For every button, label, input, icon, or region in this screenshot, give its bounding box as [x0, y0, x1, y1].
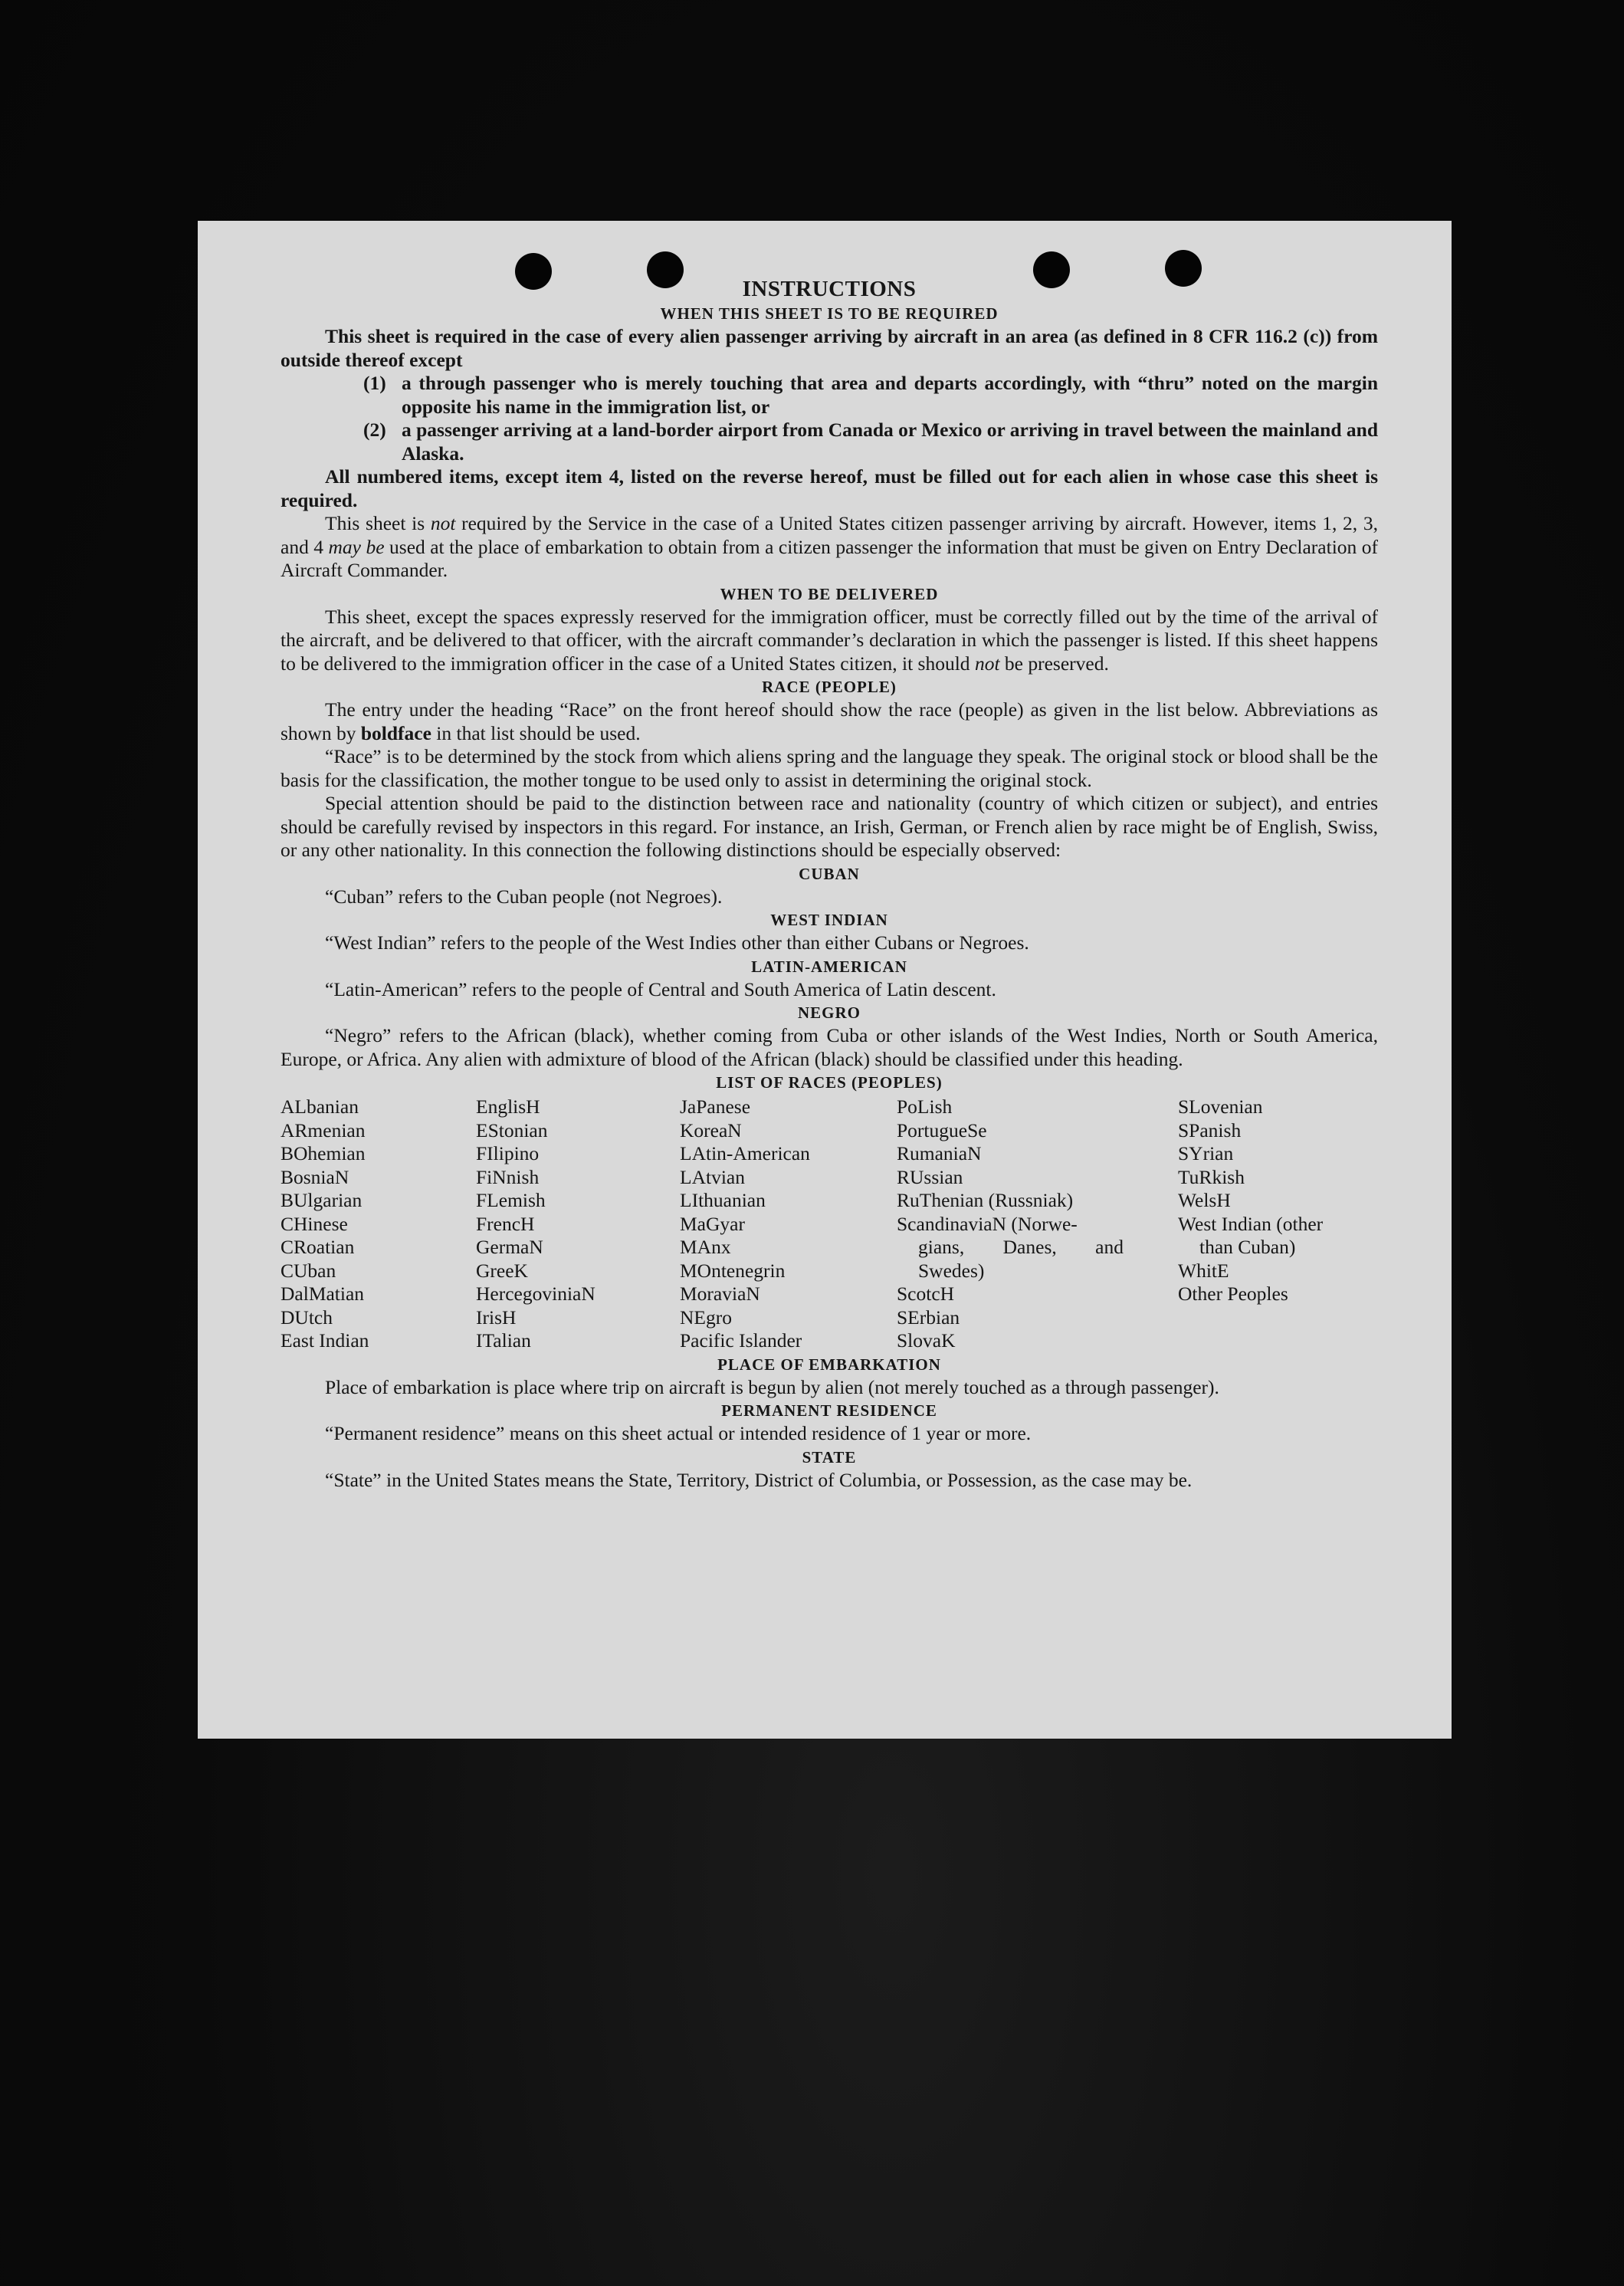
race-item: CUban — [281, 1259, 336, 1282]
text-run: in that list should be used. — [431, 721, 641, 744]
race-item: SlovaK — [897, 1329, 956, 1352]
race-item: FiNnish — [476, 1165, 540, 1188]
race-item: EnglisH — [476, 1095, 540, 1118]
race-item: WhitE — [1178, 1259, 1229, 1282]
item-number: (1) — [363, 372, 386, 394]
race-item: BUlgarian — [281, 1189, 363, 1211]
exception-item — [363, 419, 1378, 465]
cuban-paragraph: “Cuban” refers to the Cuban people (not Negroes). — [325, 885, 723, 908]
intro-paragraph: This sheet is required in the case of every alien passenger arriving by aircraft in an area (as defined in 8 CFR 116.2 (c)) from outside thereof except — [281, 325, 1378, 371]
race-item: DUtch — [281, 1306, 333, 1329]
text-run: be preserved. — [999, 652, 1109, 675]
page-title: INSTRUCTIONS — [742, 277, 917, 301]
embarkation-paragraph: Place of embarkation is place where trip on aircraft is begun by alien (not merely touched as a through passenger). — [325, 1375, 1219, 1398]
bold-text: boldface — [360, 721, 431, 744]
race-paragraph-3: Special attention should be paid to the distinction between race and nationality (country of which citizen or subject), and entries should be carefully revised by inspectors in this regard. For instance, an Irish, German, or French alien by race might be of English, Swiss, or any other nationality. In this connection the following distinctions should be especially observed: — [281, 792, 1378, 861]
race-item: MAnx — [680, 1236, 731, 1258]
race-column — [476, 1095, 680, 1353]
race-item: FLemish — [476, 1189, 546, 1211]
emphasis-text: may be — [328, 535, 385, 558]
race-item: KoreaN — [680, 1118, 742, 1141]
race-item: PortugueSe — [897, 1118, 987, 1141]
race-paragraph-2: “Race” is to be determined by the stock from which aliens spring and the language they speak. The original stock or blood shall be the basis for the classification, the mother tongue to be used only to assist in determining the original stock. — [281, 745, 1378, 791]
heading-place-of-embarkation: PLACE OF EMBARKATION — [717, 1355, 941, 1374]
race-item-continued: Swedes) — [918, 1259, 985, 1282]
race-item: Pacific Islander — [680, 1329, 802, 1352]
race-item: SYrian — [1178, 1142, 1234, 1164]
heading-cuban: CUBAN — [799, 864, 860, 883]
numbered-items-paragraph: All numbered items, except item 4, listed on the reverse hereof, must be filled out for each alien in whose case this sheet is required. — [281, 465, 1378, 511]
race-item-continued: than Cuban) — [1199, 1236, 1296, 1258]
emphasis-text: not — [974, 652, 1000, 675]
race-item: DalMatian — [281, 1283, 365, 1305]
item-number: (2) — [363, 419, 386, 441]
text-run: required by the Service in the case of a United States citizen passenger arriving by aircraft. However, items 1, 2, 3, and 4 — [281, 512, 1378, 558]
negro-paragraph: “Negro” refers to the African (black), whether coming from Cuba or other islands of the West Indies, North or South America, Europe, or Africa. Any alien with admixture of blood of the African (black) should be classified under this heading. — [281, 1024, 1378, 1070]
race-item: NEgro — [680, 1306, 732, 1329]
race-item: West Indian (other — [1178, 1212, 1324, 1235]
race-paragraph-1 — [281, 698, 1378, 745]
heading-when-delivered: WHEN TO BE DELIVERED — [720, 584, 939, 603]
race-item: CRoatian — [281, 1236, 355, 1258]
race-item: BosniaN — [281, 1165, 349, 1188]
west-indian-paragraph: “West Indian” refers to the people of the West Indies other than either Cubans or Negroes. — [325, 931, 1029, 954]
heading-latin-american: LATIN-AMERICAN — [751, 957, 907, 976]
race-item: FIlipino — [476, 1142, 540, 1164]
race-item: HercegoviniaN — [476, 1283, 595, 1305]
race-column — [1178, 1095, 1378, 1353]
race-item: RumaniaN — [897, 1142, 982, 1164]
race-item: EStonian — [476, 1118, 548, 1141]
race-item: ALbanian — [281, 1095, 359, 1118]
text-run: used at the place of embarkation to obtain from a citizen passenger the information that must be given on Entry Declaration of Aircraft Commander. — [281, 535, 1378, 581]
race-item: SLovenian — [1178, 1095, 1263, 1118]
race-item: ARmenian — [281, 1118, 366, 1141]
race-item: FrencH — [476, 1212, 535, 1235]
race-item: GreeK — [476, 1259, 528, 1282]
race-column — [281, 1095, 476, 1353]
race-item: ScotcH — [897, 1283, 955, 1305]
race-column — [897, 1095, 1178, 1353]
race-list — [281, 1095, 1378, 1353]
race-item: IrisH — [476, 1306, 517, 1329]
race-item: TuRkish — [1178, 1165, 1245, 1188]
race-item: ScandinaviaN (Norwe- — [897, 1212, 1078, 1235]
race-item: PoLish — [897, 1095, 953, 1118]
document-body — [281, 276, 1378, 1492]
heading-list-of-races: LIST OF RACES (PEOPLES) — [716, 1073, 943, 1092]
instruction-sheet — [198, 221, 1452, 1739]
emphasis-text: not — [430, 512, 456, 534]
race-item: SErbian — [897, 1306, 960, 1329]
text-run: The entry under the heading “Race” on the front hereof should show the race (people) as given in the list below. Abbreviations as shown by — [281, 698, 1378, 744]
race-item: RUssian — [897, 1165, 963, 1188]
race-item: JaPanese — [680, 1095, 751, 1118]
race-item: SPanish — [1178, 1118, 1242, 1141]
race-item: ITalian — [476, 1329, 531, 1352]
race-item: LIthuanian — [680, 1189, 766, 1211]
item-text: a through passenger who is merely touching that area and departs accordingly, with “thru” noted on the margin opposite his name in the immigration list, or — [402, 372, 1378, 418]
item-text: a passenger arriving at a land-border airport from Canada or Mexico or arriving in travel between the mainland and Alaska. — [402, 419, 1379, 465]
residence-paragraph: “Permanent residence” means on this sheet actual or intended residence of 1 year or more. — [325, 1422, 1032, 1444]
state-paragraph: “State” in the United States means the State, Territory, District of Columbia, or Possession, as the case may be. — [325, 1468, 1193, 1491]
exception-item — [363, 372, 1378, 419]
latin-american-paragraph: “Latin-American” refers to the people of Central and South America of Latin descent. — [325, 977, 996, 1000]
citizen-paragraph — [281, 512, 1378, 583]
race-item: Other Peoples — [1178, 1283, 1288, 1305]
heading-permanent-residence: PERMANENT RESIDENCE — [721, 1401, 937, 1420]
heading-race: RACE (PEOPLE) — [762, 678, 897, 696]
race-item: RuThenian (Russniak) — [897, 1189, 1074, 1211]
race-item: MaGyar — [680, 1212, 745, 1235]
race-item: LAtvian — [680, 1165, 745, 1188]
heading-west-indian: WEST INDIAN — [770, 911, 888, 929]
race-item: LAtin-American — [680, 1142, 810, 1164]
race-column — [680, 1095, 897, 1353]
heading-state: STATE — [802, 1447, 857, 1467]
race-item: MoraviaN — [680, 1283, 760, 1305]
race-item: MOntenegrin — [680, 1259, 786, 1282]
heading-when-required: WHEN THIS SHEET IS TO BE REQUIRED — [660, 304, 999, 323]
race-item: GermaN — [476, 1236, 543, 1258]
race-item: BOhemian — [281, 1142, 366, 1164]
text-run: This sheet is — [325, 512, 431, 534]
delivery-paragraph — [281, 606, 1378, 676]
text-run: This sheet, except the spaces expressly reserved for the immigration officer, must be correctly filled out by the time of the arrival of the aircraft, and be delivered to that officer, with the aircraft commander’s declaration in which the passenger is listed. If this sheet happens to be delivered to the immigration officer in the case of a United States citizen, it should — [281, 605, 1378, 675]
race-item: WelsH — [1178, 1189, 1231, 1211]
race-item: East Indian — [281, 1329, 369, 1352]
race-item-continued: gians, Danes, and — [918, 1236, 1124, 1258]
race-item: CHinese — [281, 1212, 348, 1235]
heading-negro: NEGRO — [797, 1003, 861, 1022]
